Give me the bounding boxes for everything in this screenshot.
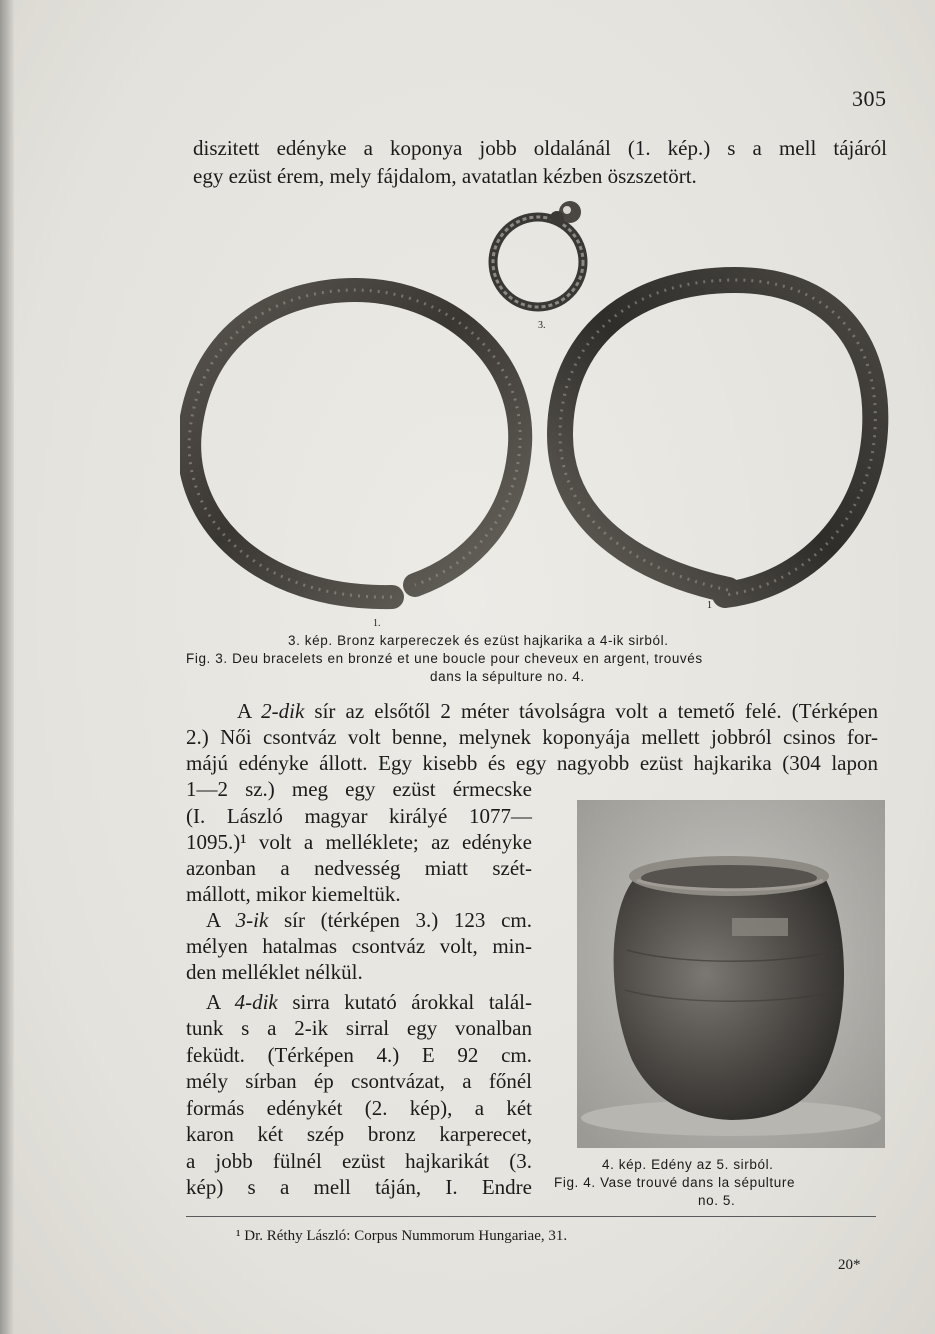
figure4-caption-fr-2: no. 5.	[698, 1193, 736, 1208]
hair-ring	[493, 201, 583, 307]
footnote-rule	[186, 1216, 876, 1217]
para4-line-5: formás edénykét (2. kép), a két	[186, 1096, 532, 1120]
figure-marker-left: 1.	[373, 618, 381, 629]
bracelets-figure	[180, 190, 890, 630]
para3-line-1: A 3-ik sír (térképen 3.) 123 cm.	[206, 908, 532, 932]
para4-line-2: tunk s a 2-ik sirral egy vonalban	[186, 1016, 532, 1040]
signature-mark: 20*	[838, 1257, 861, 1273]
intro-line-1: diszitett edényke a koponya jobb oldalánál (1. kép.) s a mell tájáról	[193, 136, 887, 160]
figure4-caption-hu: 4. kép. Edény az 5. sirból.	[602, 1157, 774, 1172]
para4-line-6: karon két szép bronz karperecet,	[186, 1122, 532, 1146]
para3-line-2: mélyen hatalmas csontváz volt, min-	[186, 934, 532, 958]
para2-line-1: A 2-dik sír az elsőtől 2 méter távolságra volt a temető felé. (Térképen	[237, 699, 878, 723]
figure3-caption-fr-1: Fig. 3. Deu bracelets en bronzé et une boucle pour cheveux en argent, trouvés	[186, 651, 703, 666]
figure-marker-right: 1	[707, 600, 712, 611]
para2-line-3: májú edényke állott. Egy kisebb és egy nagyobb ezüst hajkarika (304 lapon	[186, 751, 878, 775]
para4-line-7: a jobb fülnél ezüst hajkarikát (3.	[186, 1149, 532, 1173]
figure3-caption-hu: 3. kép. Bronz karpereczek és ezüst hajkarika a 4-ik sirból.	[288, 633, 669, 648]
narrow-line-3: 1095.)¹ volt a melléklete; az edényke	[186, 830, 532, 854]
para4-line-8: kép) s a mell táján, I. Endre	[186, 1175, 532, 1199]
figure3-caption-fr-2: dans la sépulture no. 4.	[430, 669, 585, 684]
narrow-line-1: 1—2 sz.) meg egy ezüst érmecske	[186, 777, 532, 801]
vase-photo	[577, 800, 885, 1148]
para4-line-4: mély sírban ép csontvázat, a főnél	[186, 1069, 532, 1093]
page-number: 305	[852, 86, 887, 111]
footnote: ¹ Dr. Réthy László: Corpus Nummorum Hungariae, 31.	[236, 1228, 568, 1244]
para4-line-3: feküdt. (Térképen 4.) E 92 cm.	[186, 1043, 532, 1067]
page-edge-shadow	[0, 0, 14, 1334]
intro-line-2: egy ezüst érem, mely fájdalom, avatatlan kézben öszszetört.	[193, 164, 697, 188]
narrow-line-2: (I. László magyar királyé 1077—	[186, 804, 532, 828]
bracelet-right	[560, 280, 875, 595]
para3-line-3: den melléklet nélkül.	[186, 960, 363, 984]
bracelet-left	[189, 290, 520, 597]
para4-line-1: A 4-dik sirra kutató árokkal talál-	[206, 990, 532, 1014]
narrow-line-4: azonban a nedvesség miatt szét-	[186, 856, 532, 880]
narrow-line-5: mállott, mikor kiemeltük.	[186, 882, 401, 906]
figure4-caption-fr-1: Fig. 4. Vase trouvé dans la sépulture	[554, 1175, 796, 1190]
para2-line-2: 2.) Női csontváz volt benne, melynek koponyája mellett jobbról csinos for-	[186, 725, 878, 749]
figure-marker-ring: 3.	[538, 320, 546, 331]
